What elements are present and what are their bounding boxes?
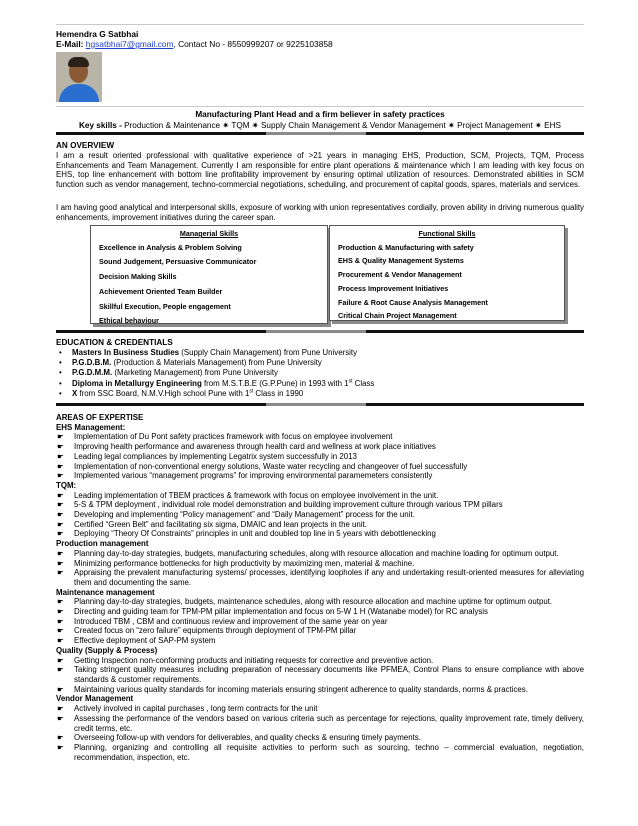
expertise-item: ☛ Leading legal compliances by implementing Legatrix system successfully in 2013 [57,451,357,461]
expertise-item: ☛ Actively involved in capital purchases , long term contracts for the unit [57,704,318,714]
pointing-hand-icon: ☛ [57,616,64,626]
expertise-item: ☛ 5-S & TPM deployment , individual role model demonstration and building improvement culture through various TPM pillars [57,500,503,510]
expertise-item: ☛ Leading implementation of TBEM practices & framework with focus on employee involvement in the unit. [57,490,439,500]
expertise-item: ☛ Deploying “Theory Of Constraints” principles in unit and doubled top line in 5 years with debottlenecking [57,529,436,539]
functional-skill-item: Production & Manufacturing with safety [338,242,474,252]
pointing-hand-icon: ☛ [57,655,64,665]
managerial-skill-item: Ethical behaviour [99,316,159,326]
pointing-hand-icon: ☛ [57,548,64,558]
pointing-hand-icon: ☛ [57,636,64,646]
education-title: EDUCATION & CREDENTIALS [56,338,173,347]
education-item: • P.G.D.M.M. (Marketing Management) from Pune University [56,368,584,378]
pointing-hand-icon: ☛ [57,471,64,481]
profile-photo [56,52,102,102]
functional-skills-box [329,225,565,321]
expertise-item: ☛ Directing and guiding team for TPM-PM pillar implementation and focus on 5-W 1 H (Watanabe model) for RC analysis [57,607,488,617]
expertise-item: ☛ Planning day-to-day strategies, budgets, maintenance schedules, along with resource allocation and machine uptime for optimum output. [57,597,553,607]
group-title: EHS Management: [56,422,126,432]
expertise-item: ☛ Planning, organizing and controlling all requisite activities to perform such as sourcing, techno – commercial evaluation, negotiation, recommendation, inspection, etc. [57,742,584,762]
pointing-hand-icon: ☛ [57,568,64,578]
education-item: • X from SSC Board, N.M.V.High school Pune with 1st Class in 1990 [56,389,584,399]
functional-skills-title: Functional Skills [418,229,476,238]
education-item: • Diploma in Metallurgy Engineering from M.S.T.B.E (G.P.Pune) in 1993 with 1st Class [56,379,584,389]
expertise-item: ☛ Implementation of non-conventional energy solutions, Waste water recycling and changeover of fuel successfully [57,461,468,471]
key-skills-line [56,121,584,131]
section-divider-bar [56,403,584,406]
expertise-item: ☛ Certified “Green Belt” and facilitating six sigma, DMAIC and lean projects in the unit. [57,519,367,529]
functional-skill-item: EHS & Quality Management Systems [338,256,464,266]
pointing-hand-icon: ☛ [57,597,64,607]
group-title: Production management [56,539,149,549]
managerial-skill-item: Sound Judgement, Persuasive Communicator [99,257,257,267]
managerial-skill-item: Excellence in Analysis & Problem Solving [99,242,242,252]
expertise-item: ☛ Minimizing performance bottlenecks for high productivity by maximizing men, material & machine. [57,558,415,568]
expertise-item: ☛ Appraising the prevalent manufacturing systems/ processes, identifying loopholes if any and undertaking result-oriented measures for alleviating them and documenting the same. [57,568,584,587]
functional-skill-item: Procurement & Vendor Management [338,270,462,280]
expertise-item: ☛ Getting Inspection non-conforming products and initiating requests for corrective and preventive action. [57,655,434,665]
group-title: Quality (Supply & Process) [56,645,158,655]
functional-skill-item: Process Improvement Initiatives [338,283,449,293]
headline: Manufacturing Plant Head and a firm believer in safety practices [195,110,445,119]
contact-numbers: , Contact No - 8550999207 or 9225103858 [173,39,333,49]
expertise-section [56,413,584,762]
key-skills-text: Production & Maintenance ✷ TQM ✷ Supply Chain Management & Vendor Management ✷ Project Management ✷ EHS [124,121,561,130]
functional-skill-item: Failure & Root Cause Analysis Management [338,297,488,307]
pointing-hand-icon: ☛ [57,432,64,442]
overview-title: AN OVERVIEW [56,141,115,150]
pointing-hand-icon: ☛ [57,451,64,461]
pointing-hand-icon: ☛ [57,529,64,539]
expertise-item: ☛ Planning day-to-day strategies, budgets, manufacturing schedules, along with resource allocation and machine loading for optimum output. [57,548,559,558]
expertise-item: ☛ Effective deployment of SAP-PM system [57,636,216,646]
managerial-skill-item: Skillful Execution, People engagement [99,301,231,311]
pointing-hand-icon: ☛ [57,742,64,752]
education-item: • P.G.D.B.M. (Production & Materials Management) from Pune University [56,358,584,368]
pointing-hand-icon: ☛ [57,607,64,617]
expertise-item: ☛ Developing and implementing “Policy management” and “Daily Management” process for the unit. [57,510,415,520]
expertise-item: ☛ Implementation of Du Pont safety practices framework with focus on employee involvement [57,432,393,442]
pointing-hand-icon: ☛ [57,713,64,723]
pointing-hand-icon: ☛ [57,500,64,510]
pointing-hand-icon: ☛ [57,519,64,529]
group-title: Vendor Management [56,694,134,704]
pointing-hand-icon: ☛ [57,490,64,500]
pointing-hand-icon: ☛ [57,684,64,694]
pointing-hand-icon: ☛ [57,704,64,714]
expertise-item: ☛ Taking stringent quality measures including preparation of necessary documents like PFMEA, Control Plans to ensure compliance with above standards & customer requirements. [57,665,584,684]
managerial-skills-title: Managerial Skills [179,229,239,238]
key-skills-label: Key skills - [79,121,125,130]
expertise-item: ☛ Maintaining various quality standards for incoming materials ensuring stringent adherence to quality standards, norms & practices. [57,684,528,694]
group-title: Maintenance management [56,587,155,597]
managerial-skill-item: Achievement Oriented Team Builder [99,286,223,296]
pointing-hand-icon: ☛ [57,510,64,520]
email-link[interactable]: hgsatbhai7@gmail.com [85,39,174,49]
section-divider-bar [56,132,584,135]
managerial-skill-item: Decision Making Skills [99,272,177,282]
pointing-hand-icon: ☛ [57,665,64,675]
pointing-hand-icon: ☛ [57,461,64,471]
contact-line [56,40,333,50]
pointing-hand-icon: ☛ [57,558,64,568]
expertise-item: ☛ Implemented various “management programs” for improving environmental paramemeters consistently [57,471,433,481]
pointing-hand-icon: ☛ [57,733,64,743]
divider [56,106,584,107]
overview-paragraph-2: I am having good analytical and interpersonal skills, exposure of working with union representatives cordially, proven ability in driving numerous quality enhancements, improvement initiatives during the career span. [56,203,584,222]
expertise-item: ☛ Assessing the performance of the vendors based on various criteria such as percentage for rejections, quality improvement rate, timely delivery, credit terms, etc. [57,713,584,733]
functional-skill-item: Critical Chain Project Management [338,311,457,321]
expertise-item: ☛ Introduced TBM , CBM and continuous review and improvement of the same year on year [57,616,388,626]
pointing-hand-icon: ☛ [57,442,64,452]
expertise-item: ☛ Created focus on “zero failure” equipments through deployment of TPM-PM pillar [57,626,357,636]
expertise-title: AREAS OF EXPERTISE [56,413,144,422]
section-divider-bar [56,330,584,333]
pointing-hand-icon: ☛ [57,626,64,636]
expertise-item: ☛ Improving health performance and awareness through health card and wellness at work place initiatives [57,442,436,452]
top-rule [56,24,584,25]
overview-paragraph-1: I am a result oriented professional with qualitative experience of >21 years in managing EHS, Production, SCM, Projects, TQM, Process Enhancements and Team Management. Currently I am responsible for entire plant operations & maintenance which I am leading with key focus on EHS, top line enhancement with bottom line profitability improvement by ensuring optimal utilization of resources. Demonstrated abilities in SCM function such as vendor management, techno-commercial negotiations, scheduling, and procurement of capital goods, spares, materials and services. [56,151,584,190]
group-title: TQM: [56,480,77,490]
managerial-skills-box [90,225,328,324]
education-item: • Masters In Business Studies (Supply Chain Management) from Pune University [56,348,584,358]
education-list [56,348,584,399]
expertise-item: ☛ Overseeing follow-up with vendors for deliverables, and quality checks & ensuring timely payments. [57,733,421,743]
email-label: E-Mail: [56,39,84,49]
candidate-name: Hemendra G Satbhai [56,29,139,39]
